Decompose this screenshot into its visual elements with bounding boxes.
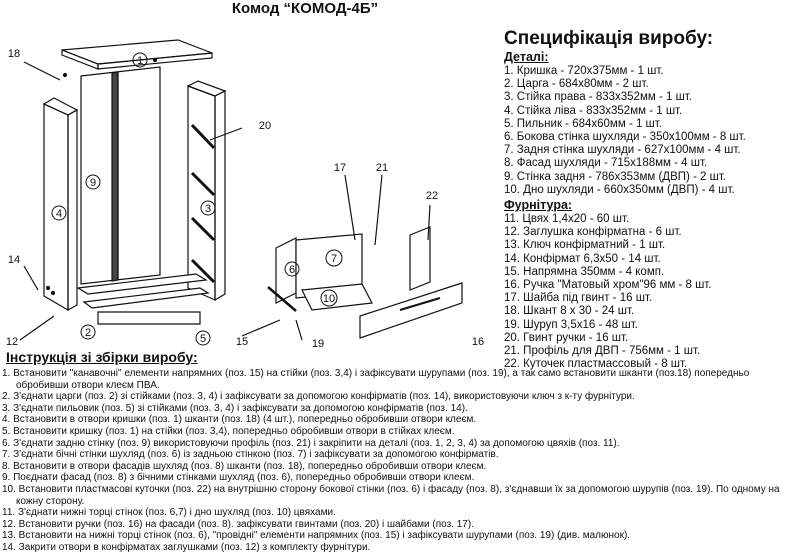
- hardware-item: 20. Гвинт ручки - 16 шт.: [504, 331, 629, 344]
- callout-19: 19: [311, 337, 325, 350]
- details-heading: Деталі:: [504, 50, 549, 64]
- hardware-item: 19. Шуруп 3,5х16 - 48 шт.: [504, 318, 638, 331]
- hardware-list: [504, 213, 799, 371]
- instruction-step: 12. Встановити ручки (поз. 16) на фасади (поз. 8). зафіксувати гвинтами (поз. 20) і шайбами (поз. 17).: [2, 518, 474, 530]
- callout-16: 16: [471, 335, 485, 348]
- callout-5: 5: [199, 332, 207, 345]
- instruction-step: 6. З'єднати задню стінку (поз. 9) використовуючи профіль (поз. 21) і закріпити на деталі (поз. 1, 2, 3, 4) за допомогою цвяхів (поз. 11).: [2, 437, 620, 449]
- details-list: [504, 65, 799, 197]
- drawer-front: [360, 283, 462, 338]
- page-title: Комод “КОМОД-4Б”: [231, 0, 379, 17]
- instruction-step: 14. Закрити отвори в конфірматах заглушками (поз. 12) з комплекту фурнітури.: [2, 541, 371, 553]
- callout-15: 15: [235, 335, 249, 348]
- callout-10: 10: [322, 292, 336, 305]
- hardware-item: 16. Ручка "Матовый хром"96 мм - 8 шт.: [504, 279, 712, 292]
- hardware-item: 13. Ключ конфірматний - 1 шт.: [504, 239, 666, 252]
- instruction-step: 2. З'єднати царги (поз. 2) зі стійками (поз. 3, 4) і зафіксувати за допомогою конфірматів (поз. 14), використовуючи ключ з к-ту фурнітури.: [2, 391, 635, 403]
- hardware-item: 17. Шайба під гвинт - 16 шт.: [504, 292, 653, 305]
- callout-12: 12: [5, 335, 19, 348]
- instruction-step: 8. Встановити в отвори фасадів шухляд (поз. 8) шканти (поз. 18), попередньо обробивши отвори клеєм.: [2, 460, 487, 472]
- instruction-step: 10. Встановити пластмасові куточки (поз. 22) на внутрішню сторону бокової стінки (поз. 6) і фасаду (поз. 8), з'єднавши їх за допомогою шурупів (поз. 19). По одному на кожну сторону.: [2, 483, 780, 507]
- callout-7: 7: [330, 252, 338, 265]
- hardware-item: 21. Профіль для ДВП - 756мм - 1 шт.: [504, 345, 701, 358]
- instructions-title: Інструкція зі збірки виробу:: [6, 349, 198, 365]
- hardware-heading: Фурнітура:: [504, 198, 573, 213]
- callout-1: 1: [136, 54, 144, 67]
- details-item: 10. Дно шухляди - 660х350мм (ДВП) - 4 шт.: [504, 183, 735, 196]
- details-item: 7. Задня стінка шухляди - 627х100мм - 4 шт.: [504, 144, 741, 157]
- assembly-diagram: [0, 20, 500, 350]
- details-item: 2. Царга - 684х80мм - 2 шт.: [504, 78, 649, 91]
- details-item: 5. Пильник - 684х60мм - 1 шт.: [504, 117, 662, 130]
- callout-4: 4: [55, 207, 63, 220]
- callout-22: 22: [425, 189, 439, 202]
- hardware-item: 22. Куточек пластмассовый - 8 шт.: [504, 358, 688, 371]
- callout-3: 3: [204, 202, 212, 215]
- dust-panel: [98, 312, 200, 324]
- hardware-item: 11. Цвях 1,4х20 - 60 шт.: [504, 213, 630, 226]
- instruction-step: 5. Встановити кришку (поз. 1) на стійки (поз. 3,4), попередньо обробивши отвори в стійках клеєм.: [2, 425, 455, 437]
- hardware-item: 14. Конфірмат 6,3х50 - 14 шт.: [504, 252, 661, 265]
- specification: [504, 28, 799, 371]
- callout-9: 9: [89, 176, 97, 189]
- hardware-item: 15. Напрямна 350мм - 4 комп.: [504, 265, 665, 278]
- callout-18-top: 21: [375, 161, 389, 174]
- instruction-step: 1. Встановити "канавочні" елементи напрямних (поз. 15) на стійки (поз. 3,4) і зафіксувати шурупами (поз. 19), а так само встановити шканти (поз.18) попередньо обробивши отвори клеєм ПВА.: [2, 368, 750, 391]
- instruction-step: 3. З'єднати пильовик (поз. 5) зі стійками (поз. 3, 4) і зафіксувати за допомогою конфірматів (поз. 14).: [2, 402, 468, 414]
- callout-2: 2: [84, 326, 92, 339]
- details-item: 4. Стійка ліва - 833х352мм - 1 шт.: [504, 104, 683, 117]
- details-item: 3. Стійка права - 833х352мм - 1 шт.: [504, 91, 692, 104]
- callout-21: 20: [258, 119, 272, 132]
- instructions-list: [0, 368, 799, 554]
- details-item: 8. Фасад шухляди - 715х188мм - 4 шт.: [504, 157, 708, 170]
- instruction-step: 4. Встановити в отвори кришки (поз. 1) шканти (поз. 18) (4 шт.), попередньо обробивши отвори клеєм.: [2, 414, 477, 426]
- callout-6: 6: [288, 263, 296, 276]
- callout-18: 18: [7, 47, 21, 60]
- instruction-step: 11. З'єднати нижні торці стінок (поз. 6,7) і дно шухляд (поз. 10) цвяхами.: [2, 507, 336, 519]
- callout-17: 17: [333, 161, 347, 174]
- hardware-item: 12. Заглушка конфірматна - 6 шт.: [504, 226, 682, 239]
- instruction-step: 7. З'єднати бічні стінки шухляд (поз. 6) із задньою стінкою (поз. 7) і зафіксувати за допомогою конфірматів.: [2, 449, 499, 461]
- details-item: 6. Бокова стінка шухляди - 350х100мм - 8 шт.: [504, 131, 746, 144]
- instruction-step: 13. Встановити на нижні торці стінок (поз. 6), "провідні" елементи напрямних (поз. 15) і зафіксувати шурупами (поз. 19) (див. малюнок).: [2, 530, 631, 542]
- details-item: 9. Стінка задня - 786х353мм (ДВП) - 2 шт.: [504, 170, 727, 183]
- spec-title: Специфікація виробу:: [504, 28, 714, 49]
- assembly-instructions: [0, 349, 799, 554]
- instruction-step: 9. Поєднати фасад (поз. 8) з бічними стінками шухляд (поз. 6), попередньо обробивши отвори клеєм.: [2, 472, 475, 484]
- details-item: 1. Кришка - 720х375мм - 1 шт.: [504, 65, 664, 77]
- callout-14: 14: [7, 253, 21, 266]
- hardware-item: 18. Шкант 8 х 30 - 24 шт.: [504, 305, 635, 318]
